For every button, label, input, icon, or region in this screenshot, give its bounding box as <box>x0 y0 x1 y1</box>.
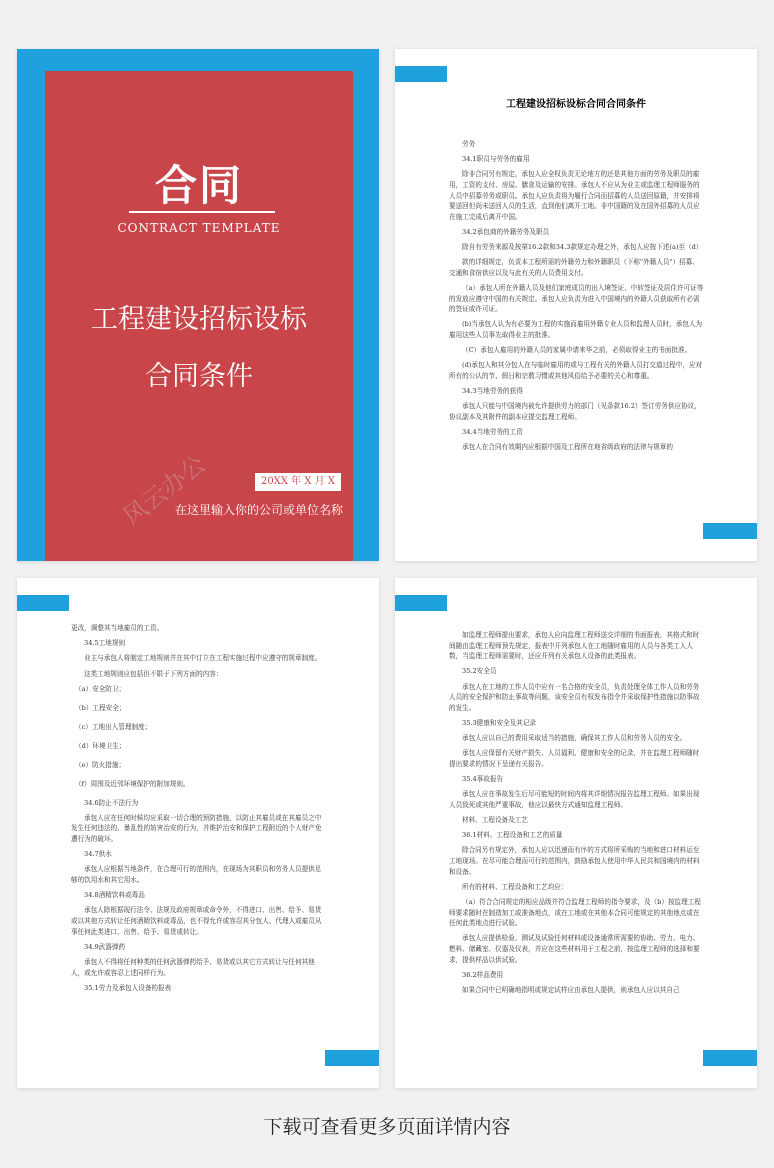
section-heading: 35.2安全员 <box>462 667 497 676</box>
list-item: （e）防火措施； <box>75 760 126 769</box>
paragraph: （C）承包人雇用的外籍人员的家属申请来华之前，必须取得业主的书面批准。 <box>462 346 692 355</box>
paragraph: 如果合同中已明确地指明或规定试样应由承包人提供，则承包人应以其自己 <box>462 985 680 994</box>
paragraph: (d)承包人和其分包人在与临时雇用的或与工程有关的外籍人员打交道过程中，应对所有的公认的节、假日和宗教习惯或其他风俗给予必要的关心和尊重。 <box>449 361 703 381</box>
paragraph: 款的详细规定，负责本工程所需的外籍劳力和外籍职员（下称"外籍人员"）招募、交通和食宿供应以及与此有关的人员费用支付。 <box>449 258 699 277</box>
corner-tab-top <box>395 595 447 611</box>
section-heading: 35.4事故报告 <box>462 775 504 784</box>
corner-tab-bottom <box>703 1050 757 1066</box>
section-heading: 34.8酒精饮料或毒品 <box>84 891 145 900</box>
paragraph: 这类工地规则应包括但不限于下列方面的内容： <box>84 669 223 678</box>
paragraph: （a）符合合同规定的相应品级并符合监理工程师的指令要求，及（b）按监理工程师要求随时在制造加工或准备地点，或在工地或在其他本合同可能规定的其他地点或在任何此类地点进行试验。 <box>449 898 701 928</box>
paragraph: 更改，调整其当地雇员的工资。 <box>71 624 164 632</box>
paragraph: 承包人在合同有效期内应根据中国及工程所在地省级政府的法律与规章的 <box>462 443 673 452</box>
corner-tab-top <box>395 66 447 82</box>
watermark: 风云办公 <box>118 449 211 532</box>
paragraph: 承包人应在事故发生后尽可能短的时间内将其详细情况报告监理工程师。如果出现人员致死或其他严重事故，他应以最快方式通知监理工程师。 <box>449 790 700 809</box>
list-item: （d）环境卫生； <box>75 741 126 750</box>
corner-tab-top <box>17 595 69 611</box>
page-body <box>449 630 705 1000</box>
paragraph: 承包人只能与中国境内被允许提供劳力的部门（见条款16.2）签订劳务供应协议，协议副本及其附件的副本应提交监理工程师。 <box>449 402 701 421</box>
corner-tab-bottom <box>325 1050 379 1066</box>
paragraph: 承包人在工地的工作人员中应有一名合格的安全员，负责处理全体工作人员和劳务人员的安全保护和防止事故等问题，该安全员有权发布指令并采取保护性措施以防事故的发生。 <box>449 682 700 712</box>
list-item: （b）工程安全； <box>75 703 126 712</box>
paragraph: 承包人不得将任何种类的任何武器弹药给予、易货或以其它方式转让与任何其他人，或允许或容忍上述同样行为。 <box>71 957 315 977</box>
document-page-3 <box>17 578 379 1088</box>
section-heading: 34.3当地劳务的获得 <box>462 387 523 396</box>
cover-heading-line1: 工程建设招标设标 <box>91 304 307 335</box>
download-prompt: 下载可查看更多页面详情内容 <box>263 1116 511 1138</box>
cover-subtitle: CONTRACT TEMPLATE <box>117 221 281 235</box>
paragraph: 承包人除根据现行法令、法规及政府规章或命令外，不得进口、出售、给予、易货或以其他方式转让任何酒精饮料或毒品，也不得允许或容忍其分包人、代理人或雇员从事任何此类进口、出售、给予、易货或转让。 <box>71 906 322 936</box>
section-heading: 34.2承包商的外籍劳务及职员 <box>462 227 550 236</box>
cover-divider <box>129 211 275 213</box>
paragraph: 除非合同另有规定，承包人应全权负责无论地方的还是其他方面的劳务及职员的雇用，工资的支付、房屋、膳食及运输的安排。承包人不应从为业主或监理工程师服务的人员中招募劳务或职员。承包人应负责将为履行合同而招募的人员送回原籍，并安排将要送回但尚未送回人员的生活，直到他们离开工地。非中国籍的及在国外招募的人员应在施工完成后离开中国。 <box>449 170 700 221</box>
page-body <box>449 139 705 458</box>
cover-company: 在这里输入你的公司或单位名称 <box>174 503 343 517</box>
section-heading: 劳务 <box>462 140 476 148</box>
section-heading: 35.3健康和安全及其记录 <box>462 718 537 727</box>
document-page-4 <box>395 578 757 1088</box>
page-body <box>71 623 327 998</box>
section-heading: 36.1材料、工程设备和工艺的质量 <box>462 831 563 840</box>
paragraph: 如监理工程师提出要求，承包人应向监理工程师送交详细的书面报表，其格式和时间随由监理工程师预先规定，报表中开列承包人在工地随时雇用的人员与各类工人人数，当监理工程师需要时，还应开列有关承包人设备的此类报表。 <box>449 631 700 661</box>
document-page-2 <box>395 49 757 561</box>
paragraph: 承包人应提供检验、测试及试验任何材料或设备通常所需要的协助、劳力、电力、燃料、储藏室、仪器及仪表，并应在这些材料用于工程之前，按监理工程师的选择和要求，提供样品以供试验。 <box>449 934 700 964</box>
paragraph: （a）承包人所在外籍人员及他们家庭成员的出入境签证、中转签证及居住许可证等的发放应遵守中国的有关规定。承包人应负责为进入中国境内的外籍人员获取所有必需的签证或许可证。 <box>449 284 704 314</box>
cover-panel <box>45 71 353 561</box>
cover-date: 20XX 年 X 月 X 日 <box>255 473 341 491</box>
section-heading: 34.5工地规则 <box>84 639 126 648</box>
paragraph: 承包人应在任何时候均应采取一切合理的预防措施，以防止其雇员或在其雇员之中发生任何违法的、暴乱性的妨害治安的行为，并维护治安和保护工程附近的个人财产免遭行为的破坏。 <box>71 813 322 844</box>
paragraph: 承包人应保留有关财产损失、人员福利、健康和安全的记录，并在监理工程师随时提出要求的情况下呈递有关报告。 <box>449 749 700 768</box>
corner-tab-bottom <box>703 523 757 539</box>
list-item: （c）工地出入管理制度； <box>75 722 152 731</box>
section-heading: 所有的材料、工程设备和工艺均应： <box>462 882 568 891</box>
section-heading: 34.7供水 <box>84 850 112 859</box>
section-heading: 34.1职员与劳务的雇用 <box>462 155 530 164</box>
section-heading: 材料、工程设备及工艺 <box>462 816 528 825</box>
paragraph: 承包人应以自己的费用采取适当的措施，确保其工作人员和劳务人员的安全。 <box>462 734 687 743</box>
document-title: 工程建设招标设标合同合同条件 <box>506 99 646 110</box>
cover-page <box>17 49 379 561</box>
list-item: （f）周围及近邻环境保护的附加规则。 <box>75 779 190 788</box>
paragraph: 除自有劳务来源及按第16.2款和34.3款规定办理之外，承包人应按下述(a)至（d） <box>462 243 703 252</box>
paragraph: 除合同另有规定外，承包人应以迅速而有序的方式将所采购的当地和进口材料运至工地现场。在尽可能合理而可行的范围内，鼓励承包人使用中华人民共和国境内的材料和设备。 <box>449 846 700 876</box>
section-heading: 34.6防止不法行为 <box>84 798 139 807</box>
paragraph: (b)当承包人认为有必要为工程的实施而雇用外籍专业人员和监理人员时，承包人为雇用这些人员事先取得业主的批准。 <box>449 320 703 340</box>
paragraph: 承包人应根据当地条件，在合理可行的范围内，在现场为其职员和劳务人员提供足够的饮用水和其它用水。 <box>71 865 322 884</box>
section-heading: 35.1劳力及承包人设备的报表 <box>84 983 172 992</box>
list-item: （a）安全防卫； <box>75 684 126 693</box>
section-heading: 34.9武器弹药 <box>84 942 126 951</box>
section-heading: 34.4当地劳务的工资 <box>462 428 523 437</box>
paragraph: 业主与承包人将制定工地规则并在其中订立在工程实施过程中应遵守的规章制度。 <box>84 654 322 663</box>
section-heading: 36.2样品费用 <box>462 970 504 979</box>
cover-heading-line2: 合同条件 <box>145 361 253 392</box>
cover-title: 合同 <box>154 161 243 210</box>
